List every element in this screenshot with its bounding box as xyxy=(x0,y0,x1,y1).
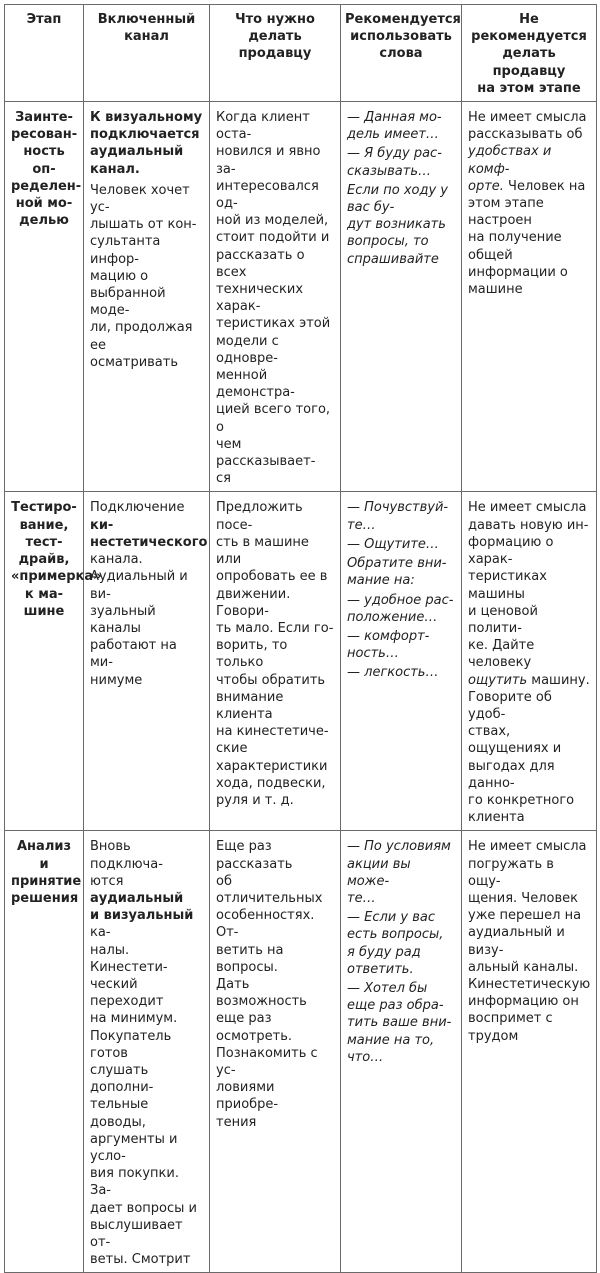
channel-text: Подключение xyxy=(90,500,185,516)
sales-stages-table xyxy=(4,4,597,1273)
dont-text: Человек на этом этапе настроен на получение общей информации о машине xyxy=(468,178,586,298)
dont-text: машину. Говорите об удоб- ствах, ощущениях и выгодах для данно- го конкретного клиента xyxy=(468,672,590,826)
words-cell xyxy=(341,492,462,831)
stage-cell: Заинте- ресован- ность оп- ределен- ной мо- делью xyxy=(5,102,84,492)
channel-cell xyxy=(84,831,210,1273)
recommended-phrase: — Я буду рас- сказывать… xyxy=(347,146,442,179)
stage-cell: Тестиро- вание, тест- драйв, «примерка» к ма- шине xyxy=(5,492,84,831)
recommended-phrase: — По условиям акции вы може- те… xyxy=(347,839,451,906)
recommended-phrase: — Если у вас есть вопросы, я буду рад ответить. xyxy=(347,910,444,977)
dont-text-italic: ощутить xyxy=(468,672,528,688)
column-header-todo: Что нужно делать продавцу xyxy=(210,5,341,102)
channel-text: Человек хочет ус- лышать от кон- сультанта инфор- мацию о выбранной моде- ли, продолжая ее осматривать xyxy=(90,182,197,370)
header-row xyxy=(5,5,597,102)
column-header-channel: Включенный канал xyxy=(84,5,210,102)
column-header-stage: Этап xyxy=(5,5,84,102)
todo-cell: Еще раз рассказать об отличительных особенностях. От- ветить на вопросы. Дать возможность еще раз осмотреть. Познакомить с ус- ловиями приобре- тения xyxy=(210,831,341,1273)
channel-text-bold: аудиальный и визуальный xyxy=(90,890,194,924)
dont-cell xyxy=(462,102,597,492)
channel-text-bold: ки- нестетического xyxy=(90,517,208,550)
dont-cell: Не имеет смысла погружать в ощу- щения. Человек уже перешел на аудиальный и визу- альный каналы. Кинестетическую информацию он воспримет с трудом xyxy=(462,831,597,1273)
dont-text: Не имеет смысла рассказывать об xyxy=(468,110,587,143)
table-row xyxy=(5,492,597,831)
recommended-phrase: — Хотел бы еще раз обра- тить ваше вни- мание на то, что… xyxy=(347,980,452,1065)
recommended-phrase: — удобное рас- положение… xyxy=(347,592,454,625)
todo-cell: Когда клиент оста- новился и явно за- интересовался од- ной из моделей, стоит подойти и рассказать о всех технических харак- теристиках этой модели с одновре- менной демонстра- цией всего того, о чем рассказывает- ся xyxy=(210,102,341,492)
channel-text: Вновь подключа- ются xyxy=(90,839,163,889)
recommended-phrase: — Ощутите… xyxy=(347,536,439,552)
recommended-phrase: — комфорт- ность… xyxy=(347,628,430,662)
column-header-words: Рекомендуется использовать слова xyxy=(341,5,462,102)
recommended-phrase: — Почувствуй- те… xyxy=(347,500,449,533)
dont-text: Не имеет смысла давать новую ин- формацию о харак- теристиках машины и ценовой полити- ке. Дайте человеку xyxy=(468,500,589,671)
column-header-dont: Не рекомендуется делать продавцу на этом этапе xyxy=(462,5,597,102)
recommended-phrase: Обратите вни- мание на: xyxy=(347,556,447,589)
channel-cell xyxy=(84,102,210,492)
recommended-phrase: Если по ходу у вас бу- дут возникать вопросы, то спрашивайте xyxy=(347,182,448,267)
recommended-phrase: — легкость… xyxy=(347,665,439,681)
channel-text-bold: К визуальному подключается аудиальный канал. xyxy=(90,110,203,177)
dont-text-italic: удобствах и комф- орте. xyxy=(468,144,552,194)
table-row xyxy=(5,102,597,492)
todo-cell: Предложить посе- сть в машине или опробовать ее в движении. Говори- ть мало. Если го- ворить, то только чтобы обратить внимание клиента на кинестетиче- ские характеристики хода, подвески, руля и т. д. xyxy=(210,492,341,831)
channel-text: канала. xyxy=(90,552,143,568)
channel-text: Аудиальный и ви- зуальный каналы работают на ми- нимуме xyxy=(90,569,188,688)
words-cell xyxy=(341,831,462,1273)
channel-cell xyxy=(84,492,210,831)
table-row xyxy=(5,831,597,1273)
recommended-phrase: — Данная мо- дель имеет… xyxy=(347,110,442,143)
dont-cell xyxy=(462,492,597,831)
stage-cell: Анализ и принятие решения xyxy=(5,831,84,1273)
channel-text: ка- налы. Кинестети- ческий переходит на минимум. xyxy=(90,925,178,1027)
channel-text: Покупатель готов слушать дополни- тельные доводы, аргументы и усло- вия покупки. За- дает вопросы и выслушивает от- веты. Смотрит xyxy=(90,1028,197,1268)
words-cell xyxy=(341,102,462,492)
